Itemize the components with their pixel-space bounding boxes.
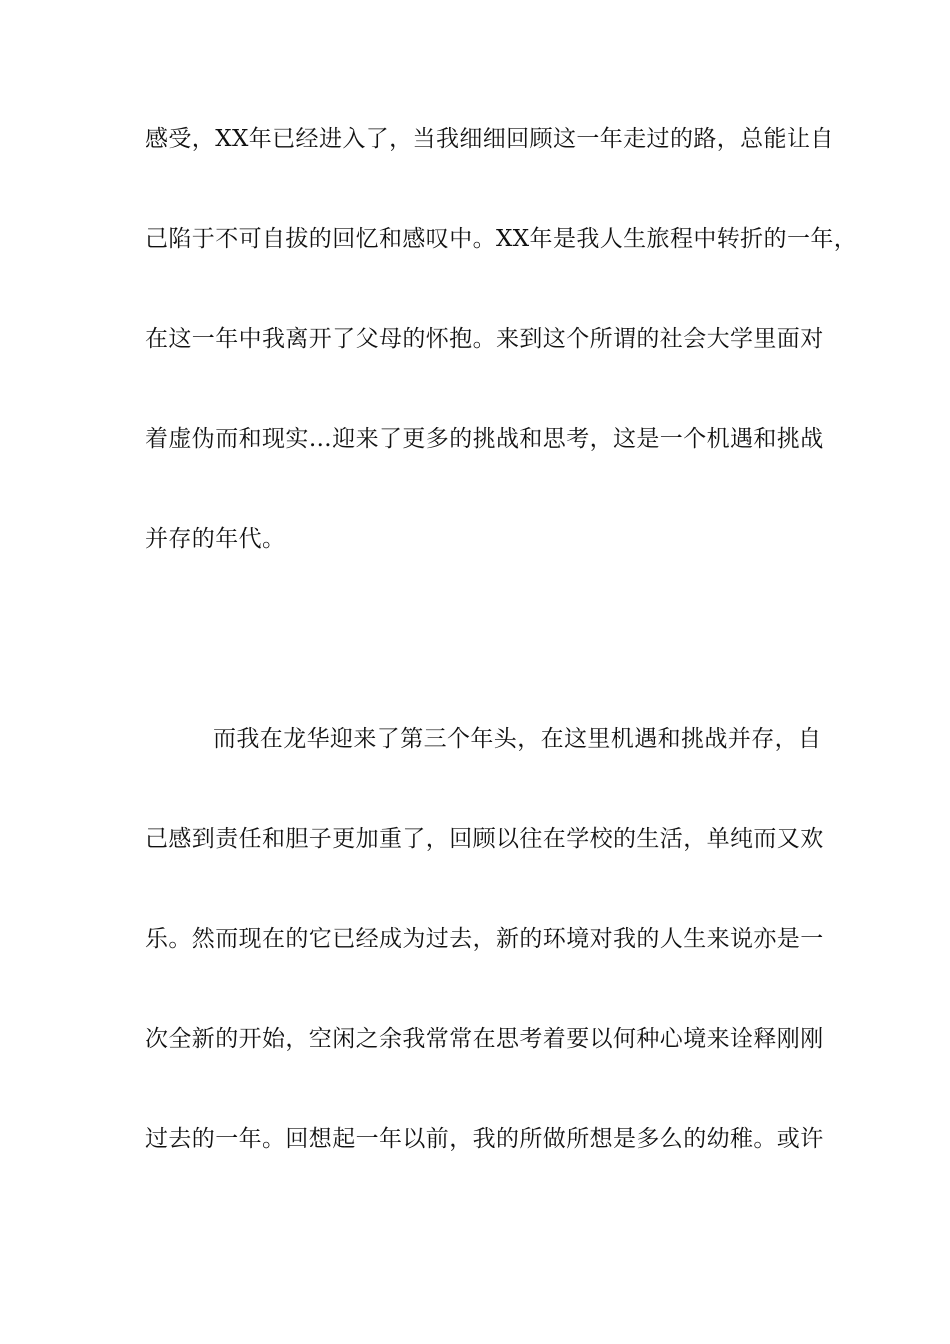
text-line: 己陷于不可自拔的回忆和感叹中。XX年是我人生旅程中转折的一年， xyxy=(145,226,858,252)
text-line: 过去的一年。回想起一年以前，我的所做所想是多么的幼稚。或许 xyxy=(145,1126,824,1152)
text-line: 次全新的开始，空闲之余我常常在思考着要以何种心境来诠释刚刚 xyxy=(145,1026,824,1052)
text-line: 己感到责任和胆子更加重了，回顾以往在学校的生活，单纯而又欢 xyxy=(145,826,824,852)
text-line: 感受，XX年已经进入了，当我细细回顾这一年走过的路，总能让自 xyxy=(145,126,834,152)
text-line: 着虚伪而和现实…迎来了更多的挑战和思考，这是一个机遇和挑战 xyxy=(145,426,824,452)
text-line-indented: 而我在龙华迎来了第三个年头，在这里机遇和挑战并存，自 xyxy=(213,726,822,752)
text-line: 乐。然而现在的它已经成为过去，新的环境对我的人生来说亦是一 xyxy=(145,926,824,952)
text-line: 在这一年中我离开了父母的怀抱。来到这个所谓的社会大学里面对 xyxy=(145,326,824,352)
text-line: 并存的年代。 xyxy=(145,526,286,552)
